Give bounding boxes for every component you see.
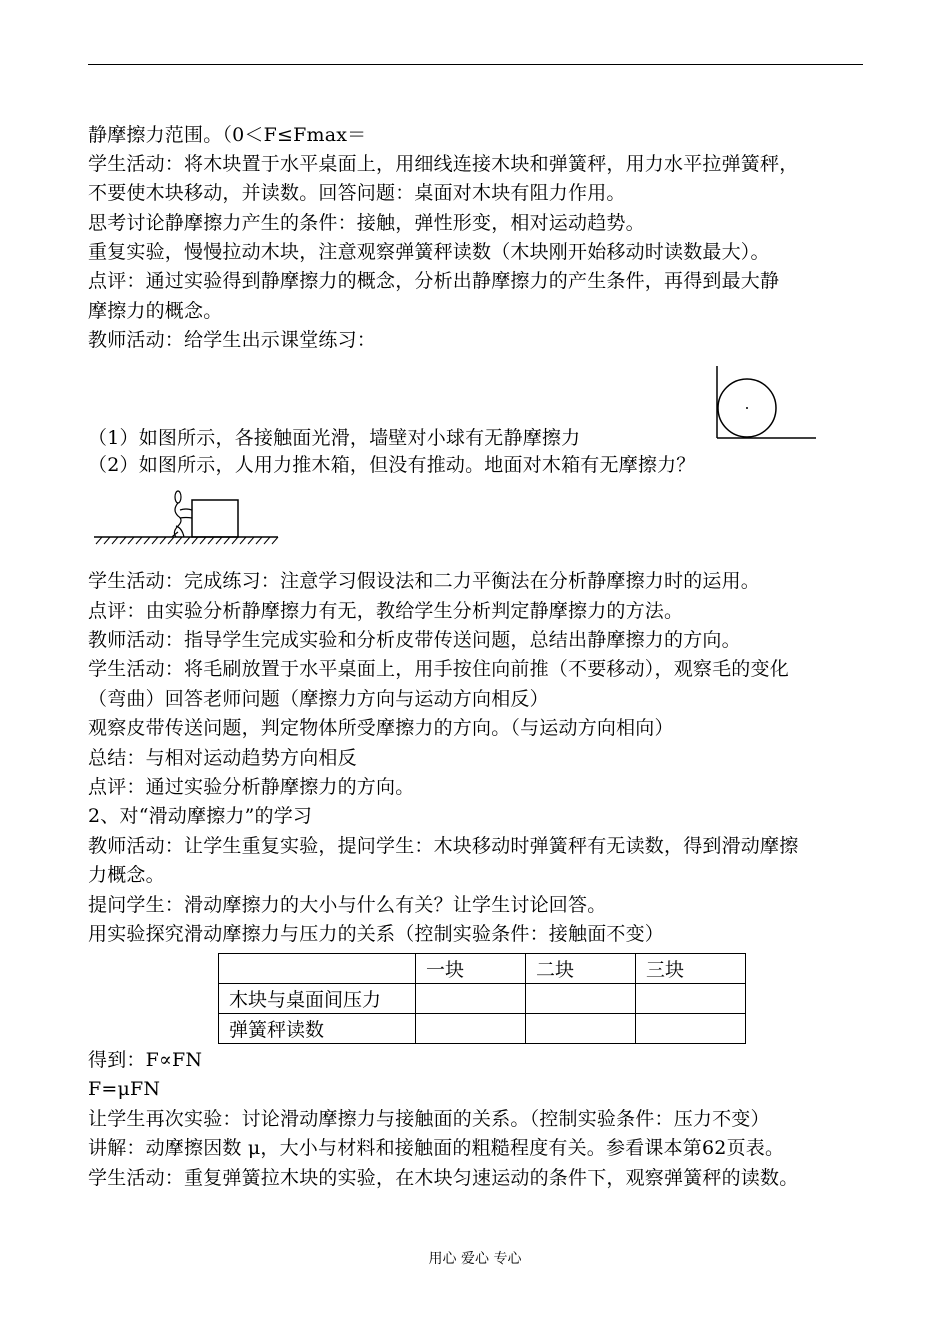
text-line: F=μFN <box>88 1078 161 1100</box>
table-cell <box>636 1014 746 1044</box>
table-row <box>219 1014 746 1044</box>
table-cell <box>526 984 636 1014</box>
text-line: 点评：由实验分析静摩擦力有无，教给学生分析判定静摩擦力的方法。 <box>88 600 684 622</box>
section-heading: 2、对“滑动摩擦力”的学习 <box>88 805 313 827</box>
person-pushing-box-figure <box>92 488 282 548</box>
text-line: 点评：通过实验得到静摩擦力的概念，分析出静摩擦力的产生条件，再得到最大静 <box>88 270 780 292</box>
text-line: 得到：F∝FN <box>88 1049 203 1071</box>
table-cell: 木块与桌面间压力 <box>219 984 416 1014</box>
text-line: 教师活动：指导学生完成实验和分析皮带传送问题，总结出静摩擦力的方向。 <box>88 629 741 651</box>
experiment-table <box>218 953 746 1044</box>
text-line: 总结：与相对运动趋势方向相反 <box>88 747 357 769</box>
text-line: 教师活动：给学生出示课堂练习： <box>88 329 377 351</box>
table-cell <box>416 984 526 1014</box>
table-cell: 弹簧秤读数 <box>219 1014 416 1044</box>
ball-wall-figure <box>712 362 822 444</box>
table-cell: 三块 <box>636 954 746 984</box>
text-line: 让学生再次实验：讨论滑动摩擦力与接触面的关系。（控制实验条件：压力不变） <box>88 1108 770 1130</box>
text-line: 教师活动：让学生重复实验，提问学生：木块移动时弹簧秤有无读数，得到滑动摩擦 <box>88 835 799 857</box>
text-line: 不要使木块移动，并读数。回答问题：桌面对木块有阻力作用。 <box>88 182 626 204</box>
text-line: 重复实验，慢慢拉动木块，注意观察弹簧秤读数（木块刚开始移动时读数最大）。 <box>88 241 770 263</box>
table-cell <box>636 984 746 1014</box>
exercise-2: （2）如图所示，人用力推木箱，但没有推动。地面对木箱有无摩擦力？ <box>88 454 696 476</box>
page-footer: 用心 爱心 专心 <box>428 1251 522 1267</box>
text-line: 学生活动：重复弹簧拉木块的实验，在木块匀速运动的条件下，观察弹簧秤的读数。 <box>88 1167 799 1189</box>
text-line: 提问学生：滑动摩擦力的大小与什么有关？让学生讨论回答。 <box>88 894 607 916</box>
table-row <box>219 984 746 1014</box>
text-line: 学生活动：将木块置于水平桌面上，用细线连接木块和弹簧秤，用力水平拉弹簧秤， <box>88 153 799 175</box>
text-line: 摩擦力的概念。 <box>88 300 223 322</box>
table-cell <box>416 1014 526 1044</box>
table-cell: 二块 <box>526 954 636 984</box>
table-row <box>219 954 746 984</box>
text-line: 学生活动：完成练习：注意学习假设法和二力平衡法在分析静摩擦力时的运用。 <box>88 570 761 592</box>
text-line: 学生活动：将毛刷放置于水平桌面上，用手按住向前推（不要移动），观察毛的变化 <box>88 658 789 680</box>
exercise-1: （1）如图所示，各接触面光滑，墙壁对小球有无静摩擦力 <box>88 427 581 449</box>
text-line: 静摩擦力范围。（0＜F≤Fmax＝ <box>88 124 367 146</box>
text-line: （弯曲）回答老师问题（摩擦力方向与运动方向相反） <box>88 688 549 710</box>
text-line: 用实验探究滑动摩擦力与压力的关系（控制实验条件：接触面不变） <box>88 923 665 945</box>
header-rule <box>88 64 863 65</box>
table-cell <box>219 954 416 984</box>
table-cell: 一块 <box>416 954 526 984</box>
table-cell <box>526 1014 636 1044</box>
text-line: 观察皮带传送问题，判定物体所受摩擦力的方向。（与运动方向相向） <box>88 717 674 739</box>
text-line: 讲解：动摩擦因数 μ，大小与材料和接触面的粗糙程度有关。参看课本第62页表。 <box>88 1137 785 1159</box>
text-line: 点评：通过实验分析静摩擦力的方向。 <box>88 776 415 798</box>
text-line: 力概念。 <box>88 864 165 886</box>
text-line: 思考讨论静摩擦力产生的条件：接触，弹性形变，相对运动趋势。 <box>88 212 645 234</box>
